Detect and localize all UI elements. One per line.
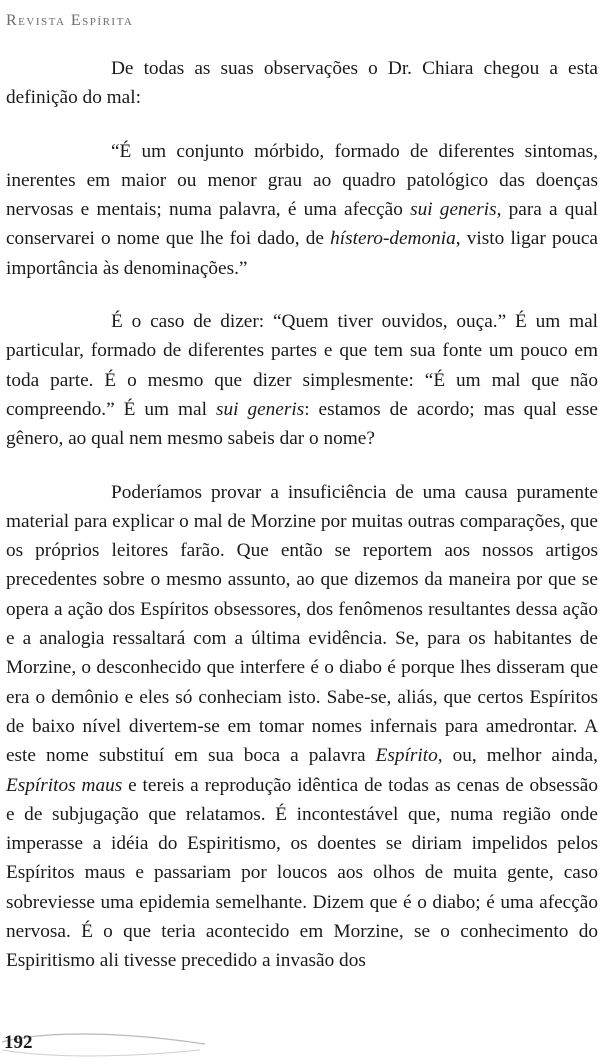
text-run: É o caso de dizer: “Quem tiver ouvidos, ouça.” É um mal particular, formado de diferentes partes e que tem sua fonte um pouco em toda parte. É o mesmo que dizer simplesmente: “É um mal que não compreendo.” É um mal [6, 311, 598, 420]
paragraph [6, 307, 598, 453]
text-run: “É um conjunto mórbido, formado de diferentes sintomas, inerentes em maior ou menor grau ao quadro patológico das doenças nervosas e mentais; numa palavra, é uma afecção [6, 140, 598, 221]
running-header: Revista Espírita [6, 12, 134, 29]
italic-term: Espírito [375, 745, 438, 767]
page-body [6, 54, 598, 976]
italic-term: sui generis [215, 398, 305, 420]
italic-term: Espíritos maus [6, 774, 123, 796]
text-run: , visto ligar pouca importância às denominações.” [6, 228, 598, 279]
text-run: De todas as suas observações o Dr. Chiara chegou a esta definição do mal: [6, 58, 598, 109]
text-run: , ou, melhor ainda, [437, 745, 598, 767]
text-run: : estamos de acordo; mas qual esse gênero, ao qual nem mesmo sabeis dar o nome? [6, 398, 598, 450]
text-run: e tereis a reprodução idêntica de todas as cenas de obsessão e de subjugação que relatamos. É incontestável que, numa região onde imperasse a idéia do Espiritismo, os doentes se diriam impelidos pelos Espíritos maus e passariam por loucos aos olhos de muita gente, caso sobreviesse uma epidemia semelhante. Dizem que é o diabo; é uma afecção nervosa. É o que teria acontecido em Morzine, se o conhecimento do Espiritismo ali tivesse precedido a invasão dos [6, 774, 598, 972]
paragraph [6, 54, 598, 113]
text-run: , para a qual conservarei o nome que lhe foi dado, de [6, 199, 598, 250]
page-number: 192 [4, 1032, 33, 1053]
paragraph [6, 478, 598, 976]
text-run: Poderíamos provar a insuficiência de uma causa puramente material para explicar o mal de Morzine por muitas outras comparações, que os próprios leitores farão. Que então se reportem aos nossos artigos precedentes sobre o mesmo assunto, ao que dizemos da maneira por que se opera a ação dos Espíritos obsessores, dos fenômenos resultantes dessa ação e a analogia ressaltará com a última evidência. Se, para os habitantes de Morzine, o desconhecido que interfere é o diabo é porque lhes disseram que era o demônio e eles só conheciam isto. Sabe-se, aliás, que certos Espíritos de baixo nível divertem-se em tomar nomes infernais para amedrontar. A este nome substituí em sua boca a palavra [6, 481, 598, 767]
italic-term: sui generis [410, 199, 497, 221]
quote-paragraph [6, 137, 598, 283]
italic-term: hístero-demonia [330, 228, 456, 250]
